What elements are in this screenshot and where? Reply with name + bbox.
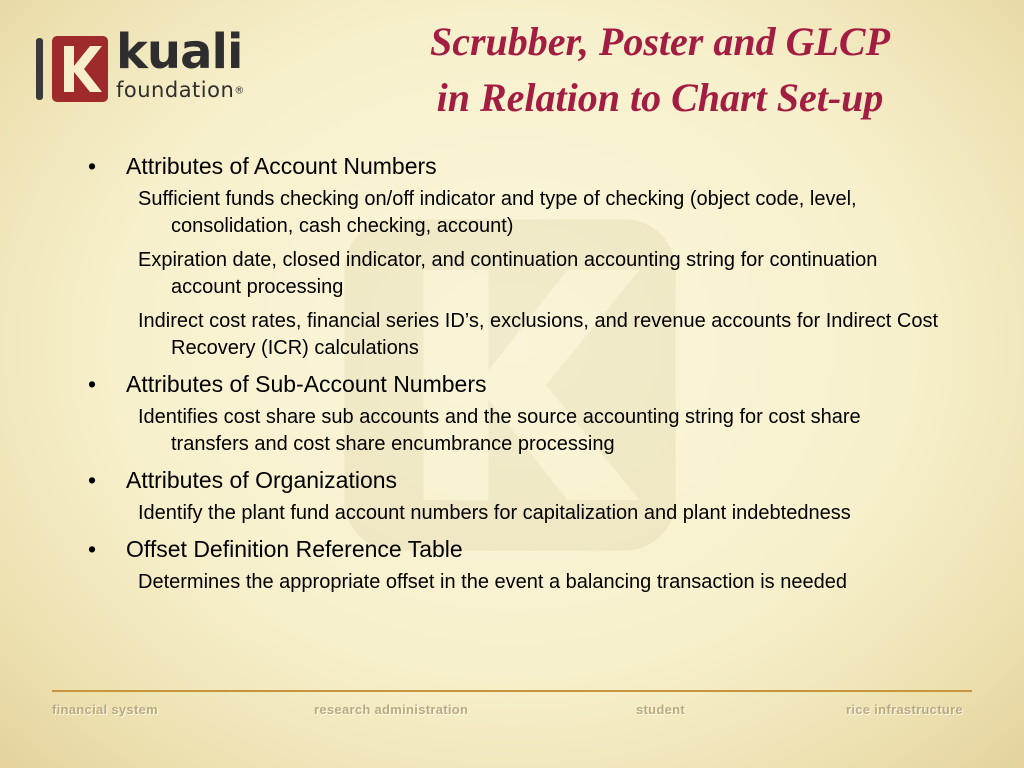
footer-student: student (636, 702, 686, 717)
footer-divider (52, 690, 972, 692)
sub-list (126, 404, 940, 458)
footer-financial-system: financial system (52, 702, 158, 717)
kuali-k-icon (52, 36, 108, 102)
bullet-item (80, 466, 940, 527)
logo-wordmark: kuali (116, 24, 243, 80)
bullet-text: Attributes of Organizations (126, 467, 398, 493)
bullet-list (80, 152, 940, 603)
sub-item: Identify the plant fund account numbers for capitalization and plant indebtedness (138, 502, 851, 524)
bullet-text: Offset Definition Reference Table (126, 536, 463, 562)
footer-research-administration: research administration (314, 702, 469, 717)
bullet-item (80, 370, 940, 458)
bullet-item (80, 535, 940, 596)
sub-list (126, 500, 940, 527)
bullet-text: Attributes of Sub-Account Numbers (126, 371, 487, 397)
bullet-dot: • (88, 371, 97, 397)
sub-list (126, 186, 940, 362)
bullet-dot: • (88, 536, 97, 562)
slide-title (330, 14, 990, 126)
bullet-text: Attributes of Account Numbers (126, 153, 437, 179)
sub-item: Sufficient funds checking on/off indicator and type of checking (object code, level, consolidation, cash checking, account) (138, 188, 857, 237)
bullet-dot: • (88, 153, 97, 179)
sub-item: Identifies cost share sub accounts and the source accounting string for cost share transfers and cost share encumbrance processing (138, 406, 861, 455)
logo-subtitle (116, 78, 245, 102)
footer-rice-infrastructure: rice infrastructure (846, 702, 963, 717)
logo-bar (36, 38, 43, 100)
title-line-1: Scrubber, Poster and GLCP (429, 19, 891, 64)
title-line-2: in Relation to Chart Set-up (436, 75, 884, 120)
sub-item: Expiration date, closed indicator, and continuation accounting string for continuation account processing (138, 249, 878, 298)
bullet-item (80, 152, 940, 362)
kuali-logo (36, 24, 296, 104)
sub-list (126, 569, 940, 596)
bullet-dot: • (88, 467, 97, 493)
sub-item: Indirect cost rates, financial series ID’s, exclusions, and revenue accounts for Indirect Cost Recovery (ICR) calculations (138, 310, 939, 359)
sub-item: Determines the appropriate offset in the event a balancing transaction is needed (138, 571, 847, 593)
logo-subtitle-text: foundation (116, 78, 235, 102)
registered-mark: ® (234, 85, 245, 97)
